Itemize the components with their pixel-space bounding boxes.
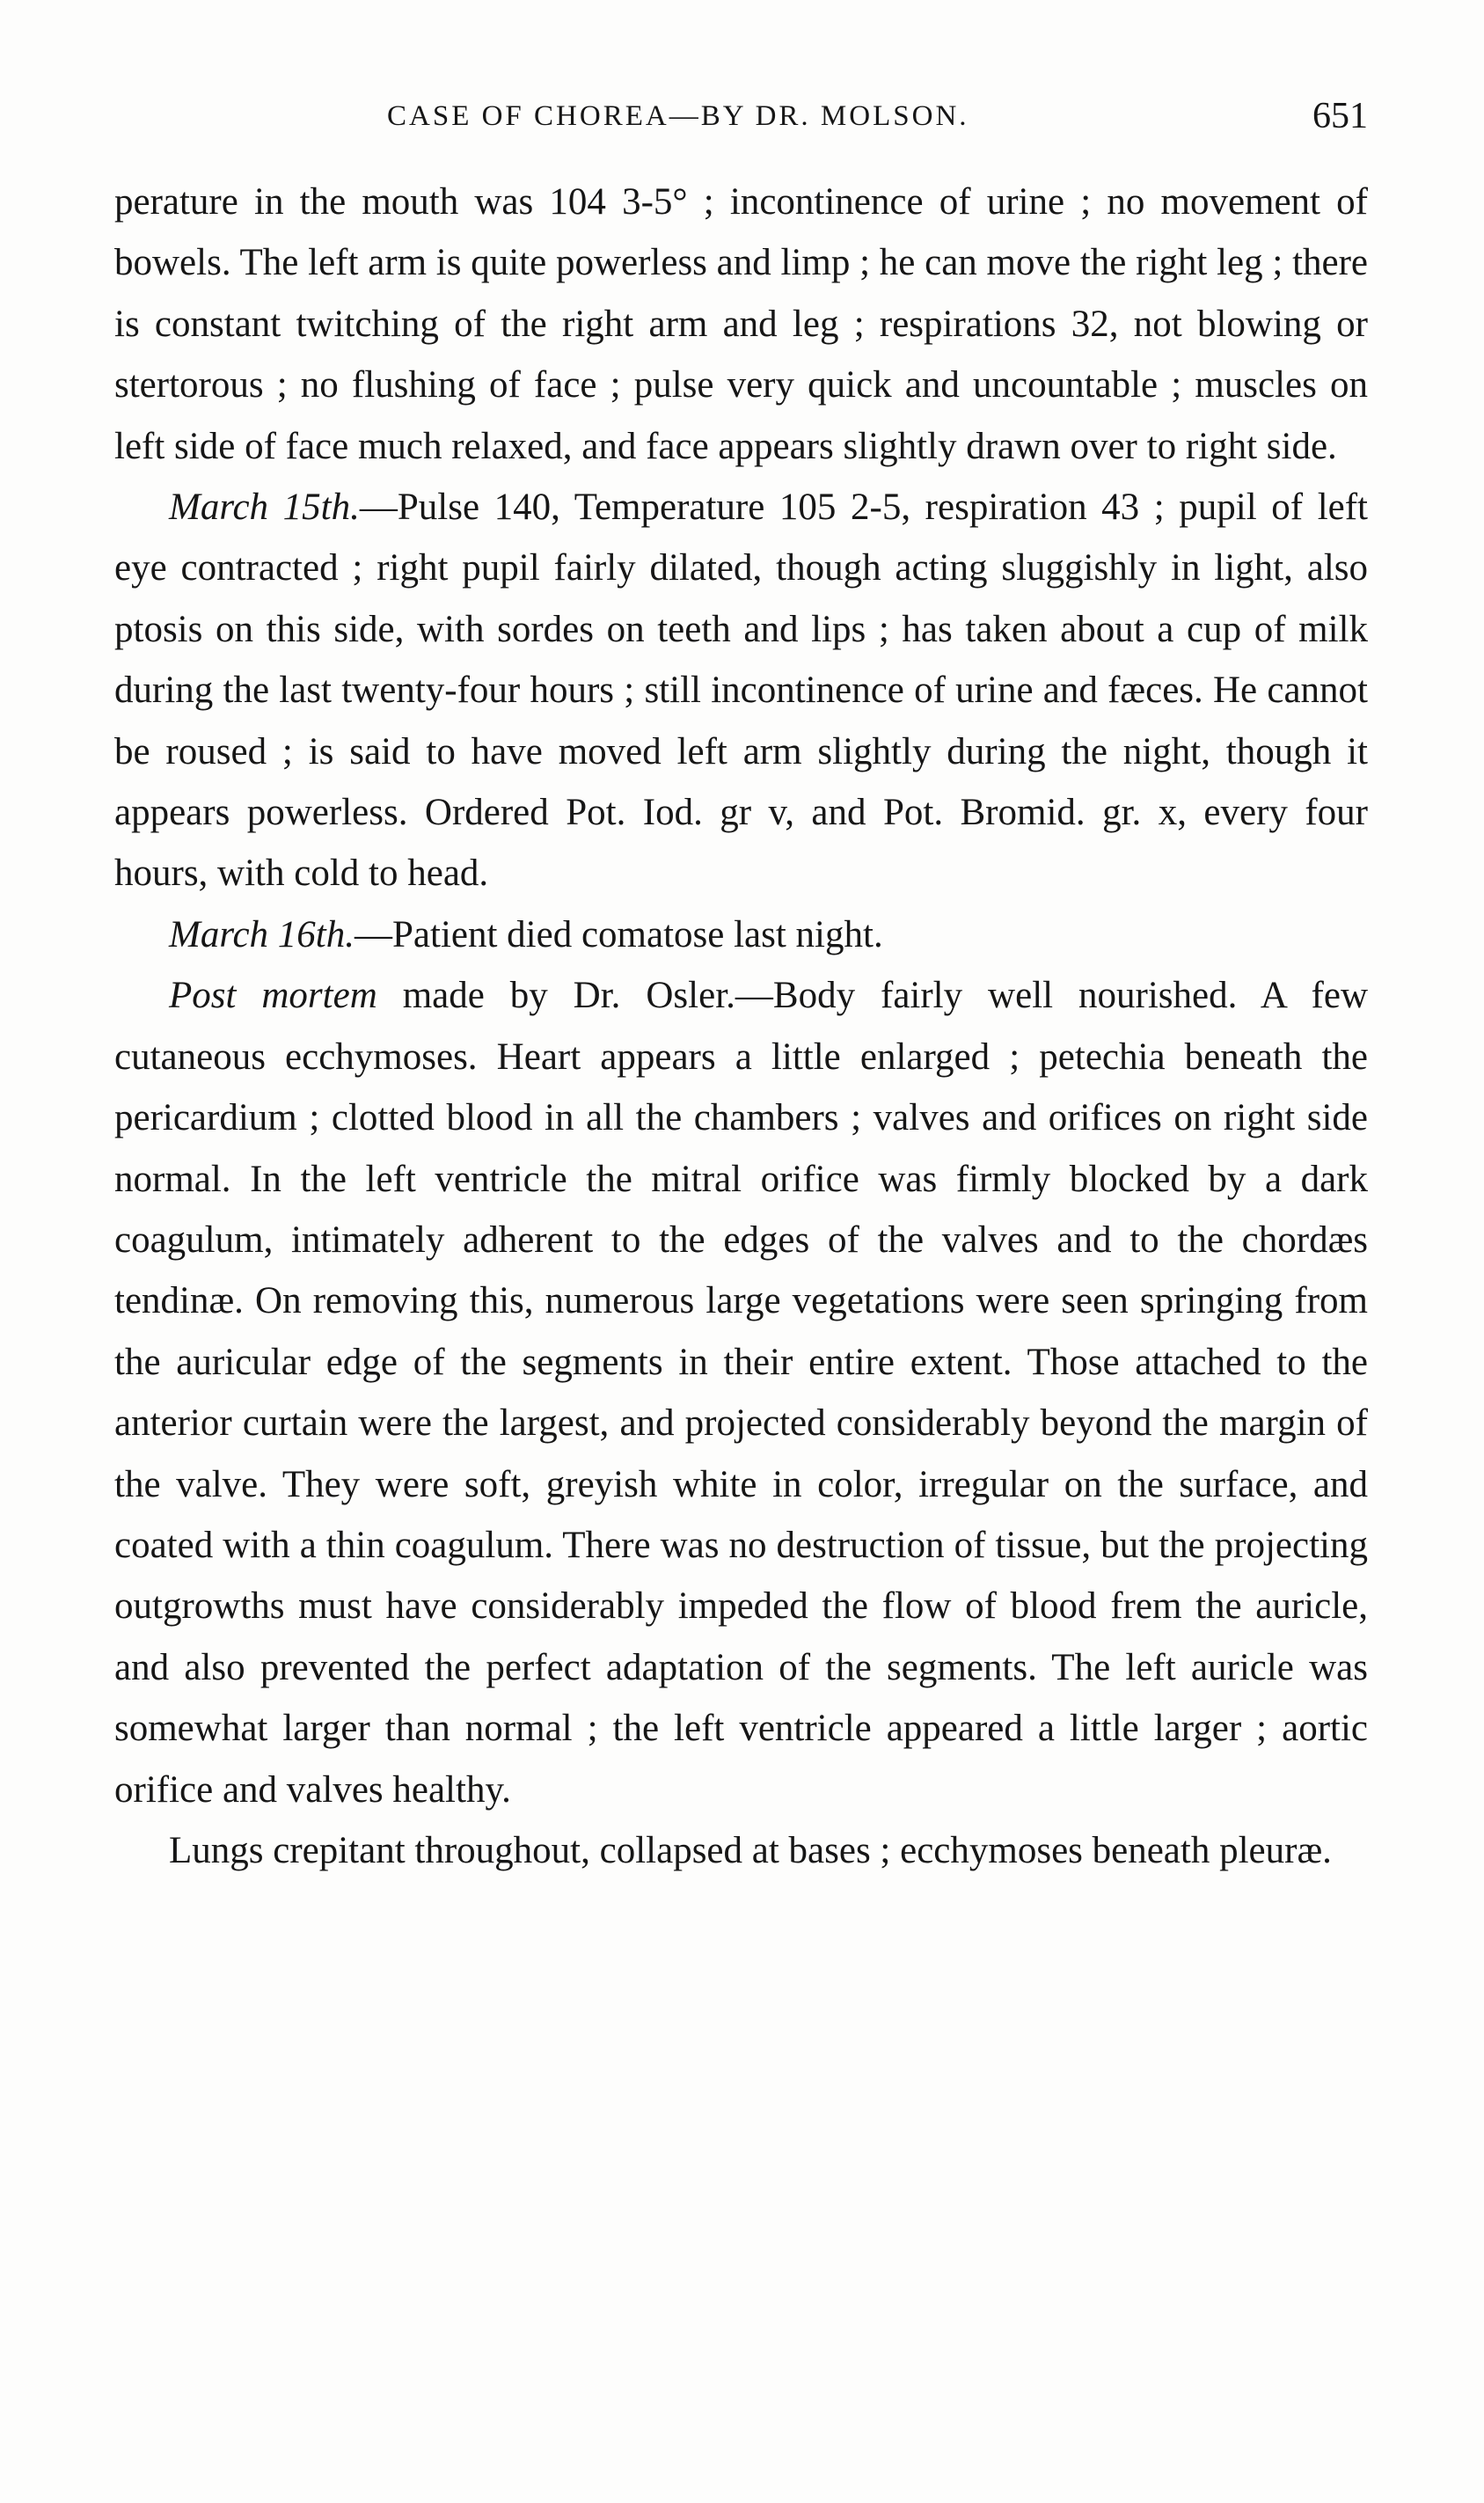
paragraph-text: —Pulse 140, Temperature 105 2-5, respiration 43 ; pupil of left eye contracted ; right pupil fairly dilated, though acting sluggishly in light, also ptosis on this side, with sordes on teeth and lips ; has taken about a cup of milk during the last twenty-four hours ; still incontinence of urine and fæces. He cannot be roused ; is said to have moved left arm slightly during the night, though it appears powerless. Ordered Pot. Iod. gr v, and Pot. Bromid. gr. x, every four hours, with cold to head. xyxy=(114,487,1368,895)
paragraph-text: perature in the mouth was 104 3-5° ; incontinence of urine ; no movement of bowels. The left arm is quite powerless and limp ; he can move the right leg ; there is constant twitching of the right arm and leg ; respirations 32, not blowing or stertorous ; no flushing of face ; pulse very quick and uncountable ; muscles on left side of face much relaxed, and face appears slightly drawn over to right side. xyxy=(114,181,1368,467)
page-number: 651 xyxy=(1312,96,1368,136)
body-text xyxy=(114,172,1368,1881)
running-title: CASE OF CHOREA—BY DR. MOLSON. xyxy=(387,100,969,132)
paragraph-post-mortem xyxy=(114,965,1368,1820)
paragraph-lungs xyxy=(114,1820,1368,1881)
paragraph-march-15 xyxy=(114,477,1368,904)
page-header xyxy=(114,95,1368,148)
paragraph-text: —Patient died comatose last night. xyxy=(355,913,883,955)
paragraph-text: made by Dr. Osler.—Body fairly well nourished. A few cutaneous ecchymoses. Heart appears a little enlarged ; petechia beneath the pericardium ; clotted blood in all the chambers ; valves and orifices on right side normal. In the left ventricle the mitral orifice was firmly blocked by a dark coagulum, intimately adherent to the edges of the valves and to the chordæs tendinæ. On removing this, numerous large vegetations were seen springing from the auricular edge of the segments in their entire extent. Those attached to the anterior curtain were the largest, and projected considerably beyond the margin of the valve. They were soft, greyish white in color, irregular on the surface, and coated with a thin coagulum. There was no destruction of tissue, but the projecting outgrowths must have considerably impeded the flow of blood frem the auricle, and also prevented the perfect adaptation of the segments. The left auricle was somewhat larger than normal ; the left ventricle appeared a little larger ; aortic orifice and valves healthy. xyxy=(114,975,1368,1811)
date-heading: March 15th. xyxy=(169,487,360,529)
paragraph-continuation xyxy=(114,172,1368,477)
paragraph-text: Lungs crepitant throughout, collapsed at bases ; ecchymoses beneath pleuræ. xyxy=(169,1829,1332,1871)
paragraph-march-16 xyxy=(114,904,1368,965)
date-heading: March 16th. xyxy=(169,913,355,955)
section-heading: Post mortem xyxy=(169,975,377,1017)
